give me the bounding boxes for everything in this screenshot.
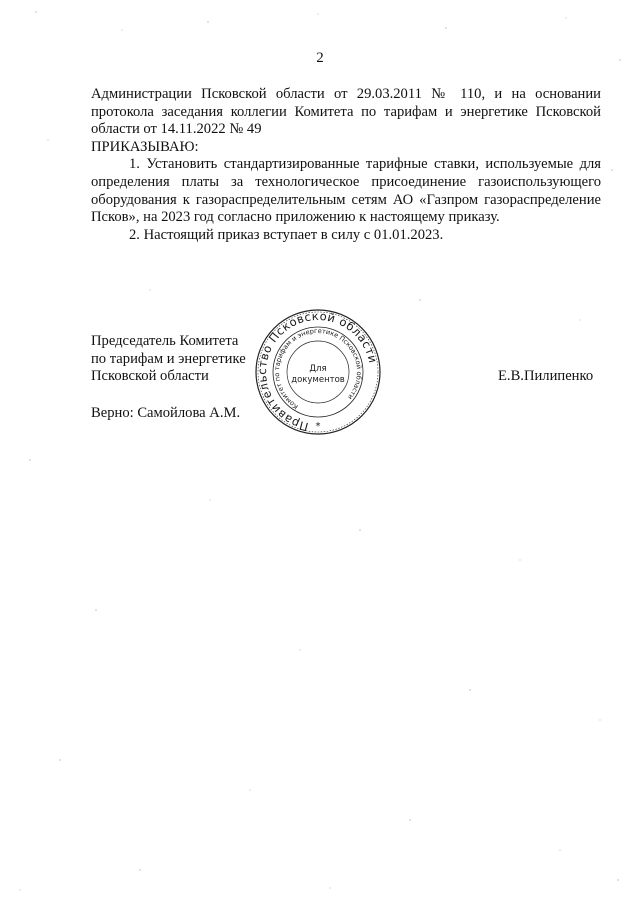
stamp-center-line-2: документов bbox=[291, 375, 345, 385]
page-number: 2 bbox=[316, 50, 324, 66]
stamp-seal-graphic bbox=[254, 308, 382, 436]
order-item-1: 1. Установить стандартизированные тарифные ставки, используемые для определения платы за технологическое присоединение газоиспользующего оборудования к газораспределительным сетям АО «Газпром газораспределение Псков», на 2023 год согласно приложению к настоящему приказу. bbox=[91, 156, 601, 226]
signer-name: Е.В.Пилипенко bbox=[498, 368, 594, 384]
order-word: ПРИКАЗЫВАЮ: bbox=[91, 138, 199, 155]
signer-position-line-1: Председатель Комитета bbox=[91, 333, 239, 349]
verified-by: Верно: Самойлова А.М. bbox=[91, 405, 241, 421]
order-item-2: 2. Настоящий приказ вступает в силу с 01.01.2023. bbox=[129, 226, 444, 243]
signer-position bbox=[91, 333, 246, 386]
signer-position-line-3: Псковской области bbox=[91, 368, 209, 385]
stamp-inner-text: Комитет по тарифам и энергетике Псковской области bbox=[272, 326, 364, 411]
document-body bbox=[91, 86, 601, 244]
stamp-center-line-1: Для bbox=[309, 364, 327, 374]
intro-paragraph: Администрации Псковской области от 29.03.2011 № 110, и на основании протокола заседания коллегии Комитета по тарифам и энергетике Псковской области от 14.11.2022 № 49 bbox=[91, 86, 601, 138]
stamp-star: * bbox=[315, 421, 321, 432]
stamp-outer-text: Правительство Псковской области bbox=[254, 308, 381, 435]
signer-position-line-2: по тарифам и энергетике bbox=[91, 350, 246, 367]
official-stamp bbox=[254, 308, 382, 436]
